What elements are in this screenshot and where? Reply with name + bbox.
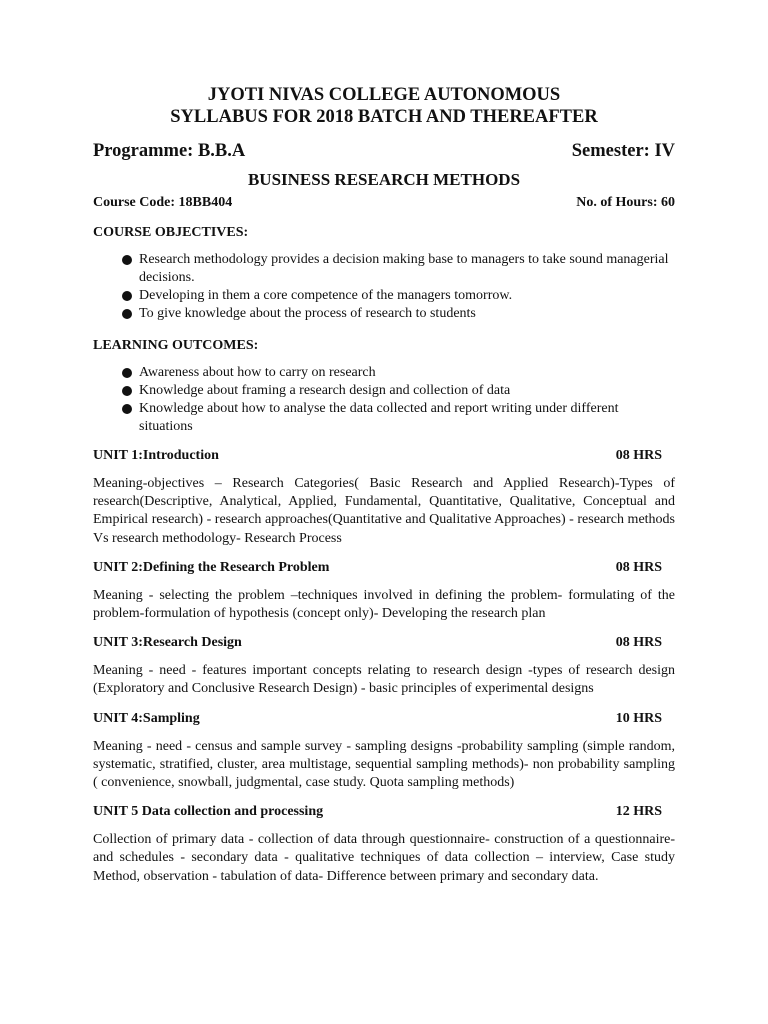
unit-hours: 08 HRS [615,635,662,651]
unit-title: UNIT 1:Introduction [93,448,219,463]
list-item-text: Knowledge about framing a research design and collection of data [139,383,511,398]
course-objectives-heading: COURSE OBJECTIVES: [93,225,249,240]
list-item-text: Awareness about how to carry on research [139,365,376,380]
bullet-icon [122,368,132,378]
unit-1-content: Meaning-objectives – Research Categories( Basic Research and Applied Research)-Types of research(Descriptive, Analytical, Applied, Fundamental, Quantitative, Qualitative, Conceptual and Empirical research) - research approaches(Quantitative and Qualitative Approaches) - research methods Vs research methodology- Research Process [93,476,675,546]
college-name: JYOTI NIVAS COLLEGE AUTONOMOUS [207,85,561,105]
unit-hours: 08 HRS [615,448,662,463]
learning-outcomes-list [93,364,675,436]
unit-4-content: Meaning - need - census and sample survey - sampling designs -probability sampling (simple random, systematic, stratified, cluster, area multistage, sequential sampling methods)- non probability sampling ( convenience, snowball, judgmental, case study. Quota sampling methods) [93,738,675,791]
unit-title: UNIT 3:Research Design [93,635,242,651]
semester-label: Semester: IV [571,141,675,161]
subject-title: BUSINESS RESEARCH METHODS [247,170,521,189]
unit-3-content: Meaning - need - features important concepts relating to research design -types of research design (Exploratory and Conclusive Research Design) - basic principles of experimental designs [93,663,675,697]
programme-row [93,140,675,162]
bullet-icon [122,291,132,301]
list-item [122,382,675,400]
course-code: Course Code: 18BB404 [93,195,233,210]
list-item-text: Knowledge about how to analyse the data collected and report writing under different situations [139,401,619,434]
unit-4-heading [93,710,675,728]
total-hours: No. of Hours: 60 [576,195,675,210]
list-item [122,364,675,382]
unit-title: UNIT 4:Sampling [93,710,200,726]
unit-1-heading [93,447,675,465]
unit-3-heading [93,634,675,652]
unit-2-heading [93,559,675,577]
bullet-icon [122,309,132,319]
list-item-text: Developing in them a core competence of the managers tomorrow. [139,288,513,303]
course-code-row [93,194,675,212]
list-item [122,287,675,305]
unit-title: UNIT 2:Defining the Research Problem [93,559,330,575]
unit-hours: 08 HRS [615,559,662,575]
unit-hours: 12 HRS [615,804,662,820]
unit-5-heading [93,803,675,821]
unit-hours: 10 HRS [615,710,662,726]
unit-2-content: Meaning - selecting the problem –techniques involved in defining the problem- formulating of the problem-formulation of hypothesis (concept only)- Developing the research plan [93,587,675,622]
syllabus-title: SYLLABUS FOR 2018 BATCH AND THEREAFTER [170,107,598,127]
course-objectives-list [93,251,675,323]
list-item [122,305,675,323]
programme-label: Programme: B.B.A [93,141,246,161]
list-item [122,251,675,287]
unit-5-content: Collection of primary data - collection of data through questionnaire- construction of a questionnaire- and schedules - secondary data - qualitative techniques of data collection – interview, Case study Method, observation - tabulation of data- Difference between primary and secondary data. [93,832,675,884]
list-item-text: Research methodology provides a decision making base to managers to take sound managerial decisions. [139,252,669,285]
learning-outcomes-heading: LEARNING OUTCOMES: [93,338,259,353]
bullet-icon [122,255,132,265]
bullet-icon [122,404,132,414]
bullet-icon [122,386,132,396]
list-item-text: To give knowledge about the process of research to students [139,306,476,321]
unit-title: UNIT 5 Data collection and processing [93,804,324,820]
list-item [122,400,675,436]
